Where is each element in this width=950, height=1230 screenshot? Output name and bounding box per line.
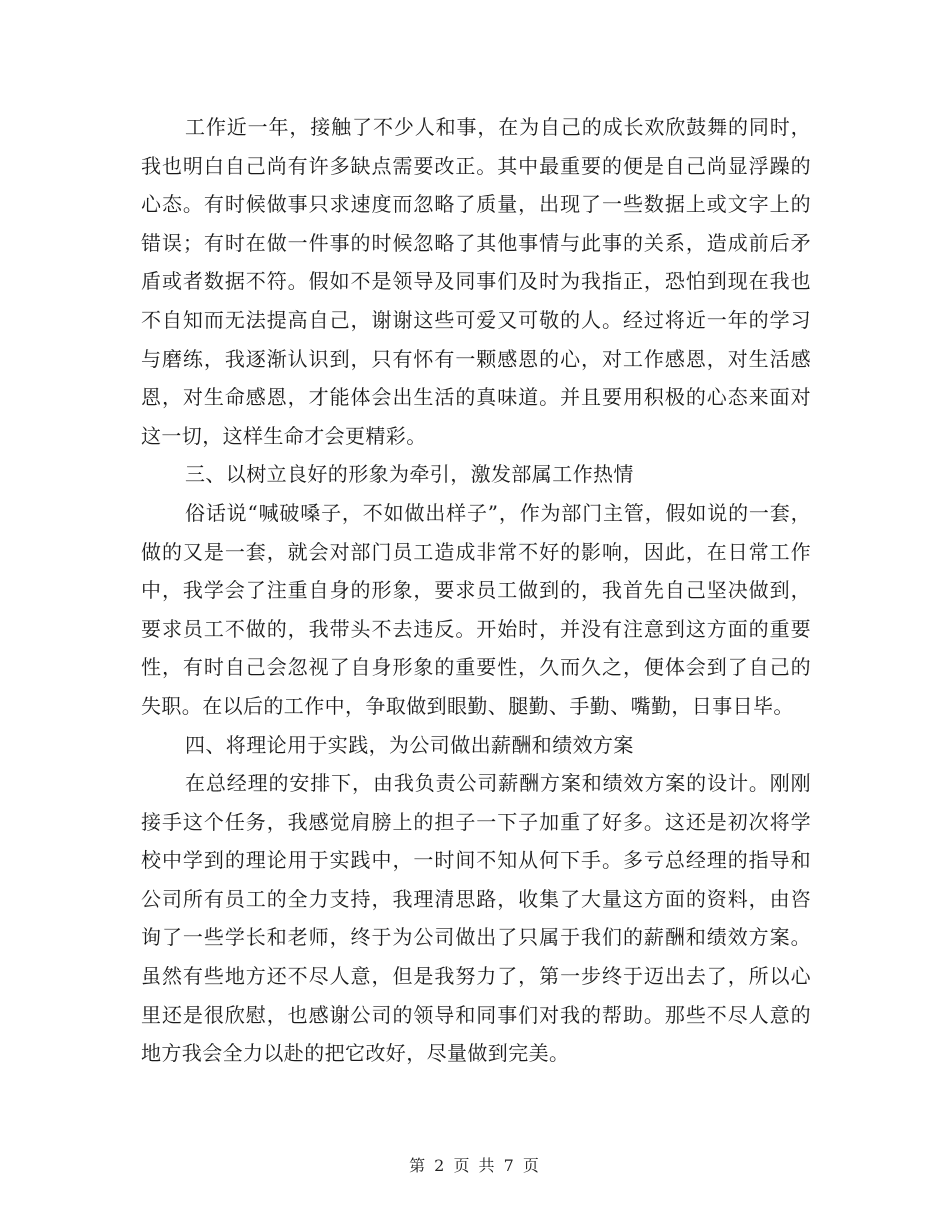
section-heading-4: 四、将理论用于实践，为公司做出薪酬和绩效方案 xyxy=(185,732,634,757)
paragraph-1: 工作近一年，接触了不少人和事，在为自己的成长欢欣鼓舞的同时，我也明白自己尚有许多缺点需要改正。其中最重要的便是自己尚显浮躁的心态。有时候做事只求速度而忽略了质量，出现了一些数据上或文字上的错误；有时在做一件事的时候忽略了其他事情与此事的关系，造成前后矛盾或者数据不符。假如不是领导及同事们及时为我指正，恐怕到现在我也不自知而无法提高自己，谢谢这些可爱又可敬的人。经过将近一年的学习与磨练，我逐渐认识到，只有怀有一颗感恩的心，对工作感恩，对生活感恩，对生命感恩，才能体会出生活的真味道。并且要用积极的心态来面对这一切，这样生命才会更精彩。 xyxy=(141,115,811,448)
document-body xyxy=(141,108,811,1073)
paragraph-3: 在总经理的安排下，由我负责公司薪酬方案和绩效方案的设计。刚刚接手这个任务，我感觉肩膀上的担子一下子加重了好多。这还是初次将学校中学到的理论用于实践中，一时间不知从何下手。多亏总经理的指导和公司所有员工的全力支持，我理清思路，收集了大量这方面的资料，由咨询了一些学长和老师，终于为公司做出了只属于我们的薪酬和绩效方案。虽然有些地方还不尽人意，但是我努力了，第一步终于迈出去了，所以心里还是很欣慰，也感谢公司的领导和同事们对我的帮助。那些不尽人意的地方我会全力以赴的把它改好，尽量做到完美。 xyxy=(141,771,811,1066)
page-number-footer: 第 2 页 共 7 页 xyxy=(409,1156,541,1175)
section-heading-3: 三、以树立良好的形象为牵引，激发部属工作热情 xyxy=(185,462,634,487)
paragraph-2: 俗话说“喊破嗓子，不如做出样子”，作为部门主管，假如说的一套，做的又是一套，就会对部门员工造成非常不好的影响，因此，在日常工作中，我学会了注重自身的形象，要求员工做到的，我首先自己坚决做到，要求员工不做的，我带头不去违反。开始时，并没有注意到这方面的重要性，有时自己会忽视了自身形象的重要性，久而久之，便体会到了自己的失职。在以后的工作中，争取做到眼勤、腿勤、手勤、嘴勤，日事日毕。 xyxy=(141,500,811,718)
